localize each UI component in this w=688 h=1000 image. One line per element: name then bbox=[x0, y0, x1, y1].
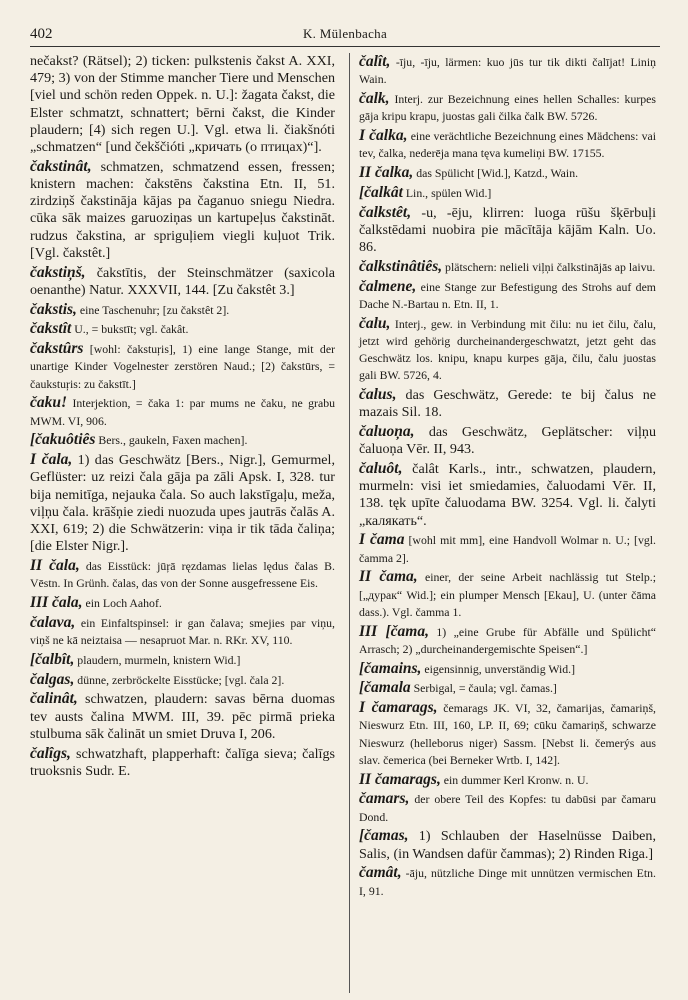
columns bbox=[30, 53, 660, 993]
dictionary-entry bbox=[359, 53, 656, 88]
headword: čakstît bbox=[30, 320, 72, 338]
dictionary-entry bbox=[30, 394, 335, 429]
headword: III čala, bbox=[30, 594, 83, 612]
entry-definition: eine Taschenuhr; [zu čakstêt 2]. bbox=[76, 302, 230, 317]
dictionary-entry bbox=[359, 679, 656, 697]
entry-definition: ein Loch Aahof. bbox=[82, 596, 162, 611]
entry-definition: ein Einfaltspinsel: ir gan čalava; smejies par viņu, viņš ne kā neiztaisa — nesapruot Mar. n. RKr. XV, 110. bbox=[30, 615, 335, 648]
dictionary-entry bbox=[30, 53, 335, 156]
dictionary-entry bbox=[359, 204, 656, 257]
entry-definition: -āju, nützliche Dinge mit unnützen vermischen Etn. I, 91. bbox=[359, 866, 656, 898]
dictionary-entry bbox=[359, 164, 656, 182]
page-number: 402 bbox=[30, 26, 53, 42]
headword: čalmene, bbox=[359, 277, 417, 295]
dictionary-entry bbox=[30, 671, 335, 689]
headword: čalît, bbox=[359, 53, 391, 70]
dictionary-entry bbox=[30, 301, 335, 319]
headword: čakstiņš, bbox=[30, 263, 86, 281]
headword: II čala, bbox=[30, 557, 80, 575]
right-column bbox=[349, 53, 656, 993]
dictionary-entry bbox=[30, 614, 335, 649]
entry-definition: Lin., spülen Wid.] bbox=[402, 185, 492, 200]
headword: čakstinât, bbox=[30, 157, 92, 175]
dictionary-entry bbox=[359, 423, 656, 458]
dictionary-entry bbox=[359, 771, 656, 789]
entry-definition: Interj. zur Bezeichnung eines hellen Schalles: kurpes gāja kripu krapu, juostas gali čilka čalk BW. 5726. bbox=[359, 92, 656, 124]
headword: čaku! bbox=[30, 394, 68, 412]
headword: čalinât, bbox=[30, 690, 78, 708]
headword: [čalkât bbox=[359, 183, 403, 201]
entry-definition: schwatzhaft, plapperhaft: čalīga sieva; čalīgs truoksnis Sudr. E. bbox=[30, 745, 335, 779]
headword: čalus, bbox=[359, 386, 397, 403]
headword: [čamains, bbox=[359, 659, 422, 677]
headword: čalgas, bbox=[30, 670, 75, 688]
dictionary-entry bbox=[30, 690, 335, 743]
entry-definition: Bers., gaukeln, Faxen machen]. bbox=[95, 433, 248, 448]
dictionary-entry bbox=[30, 651, 335, 669]
entry-definition: -īju, -īju, lärmen: kuo jūs tur tik dikti čalījat! Liniņ Wain. bbox=[359, 55, 656, 87]
entry-definition: nečakst? (Rätsel); 2) ticken: pulkstenis čakst A. XXI, 479; 3) von der Stimme mancher Tiere und Menschen [viel und schön reden Oppek. n. U.]: žagata čakst, die Elster schmatzt, schnattert; bērni čakst, die Kinder plaudern; [4) sich regen U.]. Vgl. etwa li. čiakšnóti „schmatzen“ [und čekščióti „кричать (о птицах)“]. bbox=[30, 53, 335, 156]
entry-definition: ein dummer Kerl Kronw. n. U. bbox=[440, 772, 589, 787]
dictionary-entry bbox=[359, 315, 656, 385]
headword: čamars, bbox=[359, 790, 410, 808]
entry-definition: eigensinnig, unverständig Wid.] bbox=[421, 661, 576, 676]
entry-definition: -u, -ēju, klirren: luoga rūšu šķērbuļi čalkstēdami nuobira pie mācītāja kājām Kaln. Uo. 86. bbox=[359, 204, 656, 255]
headword: I čama bbox=[359, 531, 405, 549]
entry-definition: der obere Teil des Kopfes: tu dabūsi par čamaru Dond. bbox=[359, 792, 656, 824]
headword: II čalka, bbox=[359, 164, 414, 181]
dictionary-entry bbox=[30, 264, 335, 299]
headword: II čamarags, bbox=[359, 770, 441, 788]
page-header bbox=[30, 26, 660, 47]
headword: čakstûrs bbox=[30, 340, 84, 358]
dictionary-entry bbox=[30, 320, 335, 338]
dictionary-entry bbox=[359, 258, 656, 276]
headword: čalk, bbox=[359, 90, 390, 107]
entry-definition: 1) „eine Grube für Abfälle und Spülicht“ Arrasch; 2) „durcheinandergemischte Speisen“.] bbox=[359, 624, 656, 656]
entry-definition: čakstītis, der Steinschmätzer (saxicola oenanthe) Natur. XXXVII, 144. [Zu čakstêt 3.] bbox=[30, 264, 335, 298]
dictionary-entry bbox=[359, 699, 656, 769]
entry-definition: plaudern, murmeln, knistern Wid.] bbox=[74, 652, 241, 667]
dictionary-entry bbox=[359, 460, 656, 530]
dictionary-entry bbox=[359, 864, 656, 899]
entry-definition: das Spülicht [Wid.], Katzd., Wain. bbox=[413, 166, 579, 180]
entry-definition: plätschern: nelieli viļņi čalkstinājās ap laivu. bbox=[442, 259, 656, 274]
dictionary-entry bbox=[359, 623, 656, 658]
headword: I čamarags, bbox=[359, 699, 438, 717]
headword: čalu, bbox=[359, 314, 391, 332]
entry-definition: Interj., gew. in Verbindung mit čilu: nu iet čilu, čalu, jetzt wird gehörig durcheinandergeschwatzt, jetzt geht das Geschwätz los. knipu, knapu kurpes gāja, čilu, čalu juostas gali BW. 5726, 4. bbox=[359, 316, 656, 383]
entry-definition: 1) Schlauben der Haselnüsse Daiben, Salis, (in Wandsen dafür čammas); 2) Rinden Riga.] bbox=[359, 828, 656, 862]
entry-definition: [wohl: čakstuŗis], 1) eine lange Stange, mit der unartige Kinder Vogelnester zerstören Naud.; [2) čakstūrs, = čaukstuŗis: zu čakstīt.] bbox=[30, 342, 335, 391]
dictionary-entry bbox=[30, 158, 335, 262]
dictionary-entry bbox=[359, 127, 656, 162]
dictionary-entry bbox=[359, 278, 656, 313]
headword: čalkstêt, bbox=[359, 203, 412, 221]
headword: [čamas, bbox=[359, 827, 409, 845]
headword: čaluoņa, bbox=[359, 423, 415, 440]
dictionary-entry bbox=[359, 790, 656, 825]
entry-definition: U., = bukstīt; vgl. čakât. bbox=[71, 322, 189, 337]
headword: čalkstinâtiês, bbox=[359, 257, 443, 275]
dictionary-entry bbox=[359, 660, 656, 678]
dictionary-entry bbox=[359, 184, 656, 202]
headword: čalava, bbox=[30, 613, 76, 631]
headword: [čamala bbox=[359, 679, 411, 697]
headword: čalîgs, bbox=[30, 744, 71, 762]
entry-definition: eine verächtliche Bezeichnung eines Mädchens: vai tev, čalka, nederēja mana tęva kumeliņi BW. 17155. bbox=[359, 129, 656, 161]
dictionary-entry bbox=[30, 431, 335, 449]
headword: čamât, bbox=[359, 864, 402, 882]
dictionary-entry bbox=[30, 557, 335, 592]
dictionary-entry bbox=[359, 531, 656, 566]
entry-definition: das Geschwätz, Geplätscher: viļņu čaluoņa Vēr. II, 943. bbox=[359, 424, 656, 458]
headword: III [čama, bbox=[359, 622, 429, 640]
entry-definition: 1) das Geschwätz [Bers., Nigr.], Gemurmel, Geflüster: uz reizi čala gāja pa zāli Apsk. I, 328. tur bija nemitīga, nejauka čala. So auch lakstīgaļu, meža, viļņu čala. krāšņie ziedi nuozuda upes jautrās čalās A. XXI, 619; 2) die Schwätzerin: viņa ir tik tāda čaliņa; [die Elster Nigr.]. bbox=[30, 452, 335, 555]
headword: I čala, bbox=[30, 451, 73, 469]
headword: II čama, bbox=[359, 568, 418, 586]
dictionary-entry bbox=[359, 827, 656, 862]
entry-definition: einer, der seine Arbeit nachlässig tut Stelp.; [„дурак“ Wid.]; ein plumper Mensch [Ekau], U. (unter čāma dass.). Vgl. čamma 1. bbox=[359, 570, 656, 619]
entry-definition: Interjektion, = čaka 1: par mums ne čaku, ne grabu MWM. VI, 906. bbox=[30, 396, 335, 428]
entry-definition: schwatzen, plaudern: savas bērna duomas tev austs čalina MWM. III, 39. pēc pirmā prieka stulbuma sāk čalināt un smiet Druva I, 206. bbox=[30, 691, 335, 742]
entry-definition: eine Stange zur Befestigung des Strohs auf dem Dache N.-Bartau n. Etn. II, 1. bbox=[359, 279, 656, 311]
dictionary-entry bbox=[359, 386, 656, 421]
entry-definition: Serbigal, = čaula; vgl. čamas.] bbox=[410, 681, 557, 696]
headword: čakstis, bbox=[30, 300, 77, 318]
entry-definition: dünne, zerbröckelte Eisstücke; [vgl. čala 2]. bbox=[74, 672, 285, 687]
dictionary-entry bbox=[30, 451, 335, 555]
entry-definition: das Eisstück: jūŗā ręzdamas lielas lędus čalas B. Vēstn. In Grünh. čalas, das von der Sonne ausgefressene Eis. bbox=[30, 559, 335, 591]
headword: [čakuôtiês bbox=[30, 431, 96, 449]
headword: čaluôt, bbox=[359, 460, 403, 477]
dictionary-entry bbox=[30, 594, 335, 612]
dictionary-entry bbox=[359, 568, 656, 621]
entry-definition: schmatzen, schmatzend essen, fressen; knistern machen: čakstēns čakstina Etn. II, 51. zirdziņš čakstināja kājas pa čaganuo sniegu Niedra. cūka sāk maizes garuoziņas un kartupeļus čakstināt. rudzus čakstina, ar spriguļiem viegli kuļuot Trik. [Vgl. čakstêt.] bbox=[30, 158, 335, 261]
entry-definition: čemarags JK. VI, 32, čamarijas, čamariņš, Nieswurz Etn. III, 160, LP. II, 69; cūku čamariņš, schwarze Nieswurz (helleborus niger) Sassm. [Nebst li. čemerýs aus slav. čemerica (bei Berneker Wrtb. I, 142]. bbox=[359, 701, 656, 767]
entry-definition: čalât Karls., intr., schwatzen, plaudern, murmeln: visi iet smiedamies, čaluodami Vēr. II, 138. tęk upīte čaluodama BW. 3254. Vgl. li. čalyti „калякать“. bbox=[359, 461, 656, 529]
dictionary-entry bbox=[30, 340, 335, 393]
running-title: K. Mülenbacha bbox=[302, 26, 388, 41]
entry-definition: [wohl mit mm], eine Handvoll Wolmar n. U.; [vgl. čamma 2]. bbox=[359, 533, 656, 565]
headword: I čalka, bbox=[359, 127, 408, 144]
entry-definition: das Geschwätz, Gerede: te bij čalus ne mazais Sil. 18. bbox=[359, 387, 656, 421]
left-column bbox=[30, 53, 335, 993]
headword: [čalbît, bbox=[30, 650, 75, 668]
dictionary-entry bbox=[30, 745, 335, 780]
dictionary-entry bbox=[359, 90, 656, 125]
